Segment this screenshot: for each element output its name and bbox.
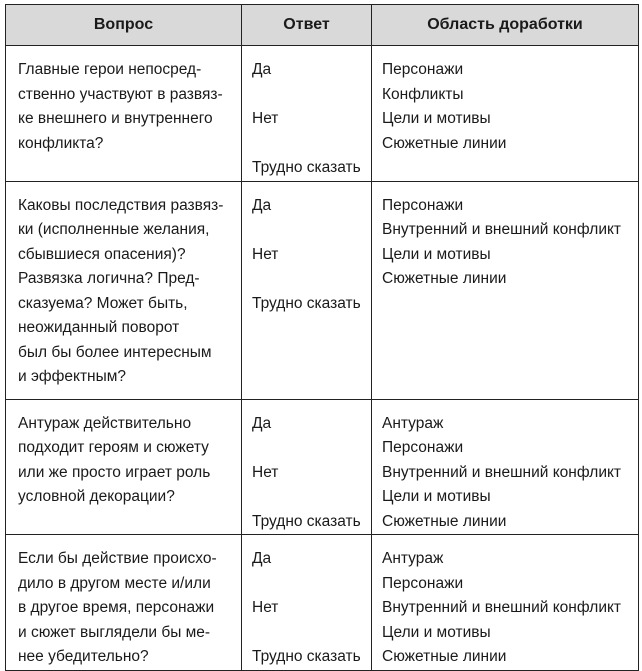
question-line: Антураж действительно xyxy=(18,414,192,432)
question-cell xyxy=(6,399,242,535)
question-line: неожиданный поворот xyxy=(18,319,180,336)
area-item: Внутренний и внешний конфликт xyxy=(382,463,622,481)
question-line: и сюжет выглядели бы ме- xyxy=(18,623,211,641)
question-line: был бы более интересным xyxy=(18,343,212,361)
table-header-row xyxy=(6,5,639,46)
answer-unsure: Трудно сказать xyxy=(252,512,361,530)
answer-no: Нет xyxy=(252,463,279,481)
area-cell xyxy=(372,181,639,399)
question-line: нее убедительно? xyxy=(18,648,149,665)
area-item: Внутренний и внешний конфликт xyxy=(382,221,622,238)
answer-cell xyxy=(242,535,372,671)
area-item: Сюжетные линии xyxy=(382,270,507,287)
answer-unsure: Трудно сказать xyxy=(252,648,361,665)
question-line: сбывшиеся опасения)? xyxy=(18,245,186,263)
question-line: и эффектным? xyxy=(18,368,127,385)
area-cell xyxy=(372,46,639,182)
area-item: Цели и мотивы xyxy=(382,110,491,127)
question-line: ственно участвуют в развяз- xyxy=(18,85,223,103)
table-row xyxy=(6,46,639,182)
question-line: условной декорации? xyxy=(18,488,175,505)
question-line: или же просто играет роль xyxy=(18,463,211,481)
question-line: Главные герои непосред- xyxy=(18,61,202,78)
answer-unsure: Трудно сказать xyxy=(252,294,361,312)
area-item: Персонажи xyxy=(382,61,464,78)
area-item: Конфликты xyxy=(382,85,464,103)
area-item: Внутренний и внешний конфликт xyxy=(382,599,622,616)
question-line: ке внешнего и внутреннего xyxy=(18,110,213,127)
answer-yes: Да xyxy=(252,414,272,432)
question-line: Если бы действие происхо- xyxy=(18,550,217,567)
answer-cell xyxy=(242,399,372,535)
question-cell xyxy=(6,46,242,182)
area-item: Персонажи xyxy=(382,196,464,214)
answer-no: Нет xyxy=(252,245,279,263)
question-line: в другое время, персонажи xyxy=(18,599,215,616)
question-line: Развязка логична? Пред- xyxy=(18,270,200,287)
area-item: Цели и мотивы xyxy=(382,488,491,505)
area-item: Сюжетные линии xyxy=(382,648,507,665)
question-cell xyxy=(6,535,242,671)
question-line: сказуема? Может быть, xyxy=(18,294,188,312)
question-line: Каковы последствия развяз- xyxy=(18,196,224,214)
area-item: Персонажи xyxy=(382,574,464,592)
area-item: Сюжетные линии xyxy=(382,512,507,530)
table-row xyxy=(6,399,639,535)
header-answer: Ответ xyxy=(242,5,372,46)
table-row xyxy=(6,181,639,399)
answer-cell xyxy=(242,181,372,399)
area-item: Цели и мотивы xyxy=(382,623,491,641)
checklist-table xyxy=(5,4,639,671)
area-item: Антураж xyxy=(382,414,444,432)
table-row xyxy=(6,535,639,671)
question-line: конфликта? xyxy=(18,134,104,152)
area-item: Цели и мотивы xyxy=(382,245,491,263)
area-item: Персонажи xyxy=(382,439,464,456)
answer-unsure: Трудно сказать xyxy=(252,159,361,176)
area-cell xyxy=(372,535,639,671)
answer-yes: Да xyxy=(252,61,272,78)
area-item: Сюжетные линии xyxy=(382,134,507,152)
area-cell xyxy=(372,399,639,535)
question-line: подходит героям и сюжету xyxy=(18,439,209,456)
answer-cell xyxy=(242,46,372,182)
answer-no: Нет xyxy=(252,110,279,127)
question-line: дило в другом месте и/или xyxy=(18,574,211,592)
answer-yes: Да xyxy=(252,550,272,567)
question-line: ки (исполненные желания, xyxy=(18,221,210,238)
header-area: Область доработки xyxy=(372,5,639,46)
header-question: Вопрос xyxy=(6,5,242,46)
answer-yes: Да xyxy=(252,196,272,214)
area-item: Антураж xyxy=(382,550,444,567)
answer-no: Нет xyxy=(252,599,279,616)
question-cell xyxy=(6,181,242,399)
